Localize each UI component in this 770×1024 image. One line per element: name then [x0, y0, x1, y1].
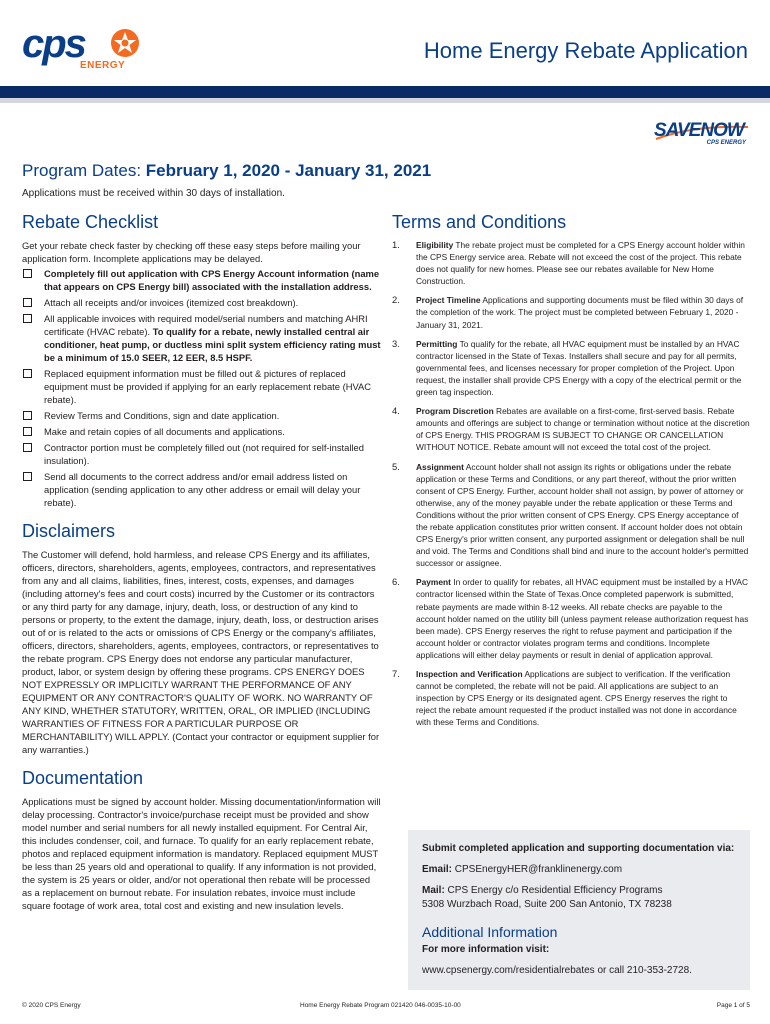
terms-item: 1. Eligibility The rebate project must be completed for a CPS Energy account holder within the CPS Energy service area. Rebate will not exceed the cost of the project. This rebate does not qualify for new homes. Please see our rebates available for New Home Construction.: [392, 239, 745, 287]
checklist-item: Attach all receipts and/or invoices (itemized cost breakdown).: [22, 296, 382, 309]
checkbox[interactable]: [23, 472, 32, 481]
checkbox[interactable]: [23, 443, 32, 452]
submit-info-box: [408, 830, 750, 990]
checklist-item: Contractor portion must be completely filled out (not required for self-installed insulation).: [22, 441, 382, 467]
checklist-item: Make and retain copies of all documents and applications.: [22, 425, 382, 438]
savenow-now: NOW: [700, 120, 744, 141]
right-column: [392, 212, 750, 735]
program-dates-label: Program Dates:: [22, 161, 142, 180]
terms-item: 2. Project Timeline Applications and supporting documents must be filed within 30 days of the completion of the work. The project must be completed between February 1, 2020 - January 31, 2021.: [392, 294, 744, 330]
savenow-save: SAVE: [654, 120, 701, 141]
footer-program-code: Home Energy Rebate Program 021420 046-0035-10-00: [300, 1002, 461, 1009]
disclaimers-section: [22, 521, 382, 756]
additional-info-title: Additional Information: [422, 924, 558, 940]
documentation-text: Applications must be signed by account holder. Missing documentation/information will delay processing. Contractor's invoice/purchase receipt must be provided and show model number and serial numbers for all newly installed equipment. For Central Air, this includes condenser, coil, and furnace. To qualify for an early replacement rebate, photos and replaced equipment information is mandatory. Replaced equipment MUST be less than 25 years old and operational to qualify. If any information is not provided, the system is 25 years or older, and/or not operational then rebate will be processed as a replacement on burnout rebate. For insulation rebates, invoice must include square footage of work area, total cost and existing and new insulation levels.: [22, 796, 381, 911]
disclaimers-text: The Customer will defend, hold harmless, and release CPS Energy and its affiliates, officers, directors, shareholders, agents, employees, contractors, and representatives from any and all claims, liabilities, fines, interest, costs, expenses, and damages (including attorney's fees and court costs) incurred by the Customer or its contractors or any third party for any damage, injury, death, loss, or destruction of any kind to persons or property, to the extent the damage, injury, death, loss, or destruction arises out of or is related to the acts or omissions of CPS Energy or the company's affiliates, officers, directors, shareholders, agents, employees, contractors, or representatives to the rebate program. CPS Energy does not endorse any particular manufacturer, product, labor, or system design by offering these programs. CPS ENERGY DOES NOT EXPRESSLY OR IMPLICITLY WARRANT THE PERFORMANCE OF ANY EQUIPMENT OR ANY CONTRACTOR'S QUALITY OF WORK. NO WARRANTY OF ANY KIND, WHETHER STATUTORY, WRITTEN, ORAL, OR IMPLIED (INCLUDING WARRANTIES OF FITNESS FOR A PARTICULAR PURPOSE OR MERCHANTABILITY) WILL APPLY. (Contact your contractor or equipment supplier for any warranties.): [22, 549, 380, 755]
visit-label: For more information visit:: [422, 944, 550, 955]
checklist-title: Rebate Checklist: [22, 212, 159, 232]
logo-cps-text: cps: [22, 22, 85, 66]
header-band-light: [0, 98, 770, 103]
checkbox[interactable]: [23, 411, 32, 420]
terms-item: 4. Program Discretion Rebates are available on a first-come, first-served basis. Rebate amounts and offerings are subject to change or termination without notice at the discretion of CPS Energy. THIS PROGRAM IS SUBJECT TO CHANGE OR CANCELLATION WITHOUT NOTICE. Rebate amount will not exceed the total cost of the project.: [392, 405, 750, 453]
logo-energy-text: ENERGY: [80, 60, 126, 71]
disclaimers-title: Disclaimers: [22, 521, 116, 541]
checkbox[interactable]: [23, 427, 32, 436]
savenow-logo: [654, 120, 750, 148]
terms-list: [392, 239, 750, 728]
document-title: Home Energy Rebate Application: [423, 38, 748, 63]
terms-item: 7. Inspection and Verification Applications are subject to verification. If the verification cannot be completed, the rebate will not be paid. All applications are subject to an inspection by CPS Energy or its designated agent. CPS Energy reserves the right to reject the rebate amount requested if the product installed was not done in accordance with these Terms and Conditions.: [392, 668, 737, 728]
program-dates-value: February 1, 2020 - January 31, 2021: [145, 161, 432, 180]
checkbox[interactable]: [23, 298, 32, 307]
submit-mail: Mail: CPS Energy c/o Residential Efficiency Programs 5308 Wurzbach Road, Suite 200 San Antonio, TX 78238: [422, 885, 672, 910]
header-band: [0, 86, 770, 98]
footer-page-number: Page 1 of 5: [716, 1002, 750, 1009]
checklist-item: Send all documents to the correct address and/or email address listed on application (sending application to any other address or email will delay your rebate).: [22, 470, 382, 509]
website-link[interactable]: www.cpsenergy.com/residentialrebates or call 210-353-2728.: [422, 965, 692, 976]
checklist-item: All applicable invoices with required model/serial numbers and matching AHRI certificate (HVAC rebate). To qualify for a rebate, newly installed central air conditioner, heat pump, or ductless mini split system efficiency rating must be a minimum of 15.0 SEER, 12 EER, 8.5 HSPF.: [22, 312, 382, 364]
star-icon: [110, 28, 140, 58]
checkbox[interactable]: [23, 269, 32, 278]
submit-lead: Submit completed application and supporting documentation via:: [422, 843, 735, 854]
documentation-section: [22, 768, 382, 912]
terms-item: 5. Assignment Account holder shall not assign its rights or obligations under the rebate application or these Terms and Conditions, or any part thereof, without the prior written consent of CPS Energy. Further, account holder shall not assign, by power of attorney or otherwise, any of the money payable under the rebate application or these Terms and Conditions without the prior written consent of CPS Energy. CPS Energy acceptance of the rebate application constitutes prior written consent. If account holder does not obtain CPS Energy's prior written consent, any purported assignment or delegation shall be null and void. The Terms and Conditions shall bind and inure to the account holder's permitted successor or assignee.: [392, 460, 749, 569]
savenow-sub: CPS ENERGY: [706, 140, 746, 146]
footer-copyright: © 2020 CPS Energy: [22, 1002, 81, 1009]
checklist-item: Replaced equipment information must be filled out & pictures of replaced equipment must be provided if applying for an early replacement rebate (HVAC rebate).: [22, 367, 382, 406]
cps-energy-logo: [22, 22, 142, 76]
documentation-title: Documentation: [22, 768, 144, 788]
checkbox[interactable]: [23, 369, 32, 378]
submit-email: Email: CPSEnergyHER@franklinenergy.com: [422, 864, 623, 875]
email-link[interactable]: CPSEnergyHER@franklinenergy.com: [452, 864, 623, 875]
terms-item: 6. Payment In order to qualify for rebates, all HVAC equipment must be installed by a HVAC contractor licensed within the State of Texas.Once completed paperwork is submitted, rebate payments are made within 8-12 weeks. All rebate checks are payable to the account holder named on the utility bill (unless payment release authorization request has been made). CPS Energy reserves the right to refuse payment and participation if the account holder or contractor violates program terms and conditions. Incomplete applications will either delay payments or result in denial of application approval.: [392, 576, 749, 660]
checklist-item: Completely fill out application with CPS Energy Account information (name that appears on CPS Energy bill) associated with the installation address.: [22, 267, 382, 293]
page-header: [0, 0, 770, 98]
terms-title: Terms and Conditions: [392, 212, 567, 232]
program-dates: [22, 161, 431, 181]
checklist: [22, 267, 382, 509]
checklist-intro: Get your rebate check faster by checking off these easy steps before mailing your application form. Incomplete applications may be delayed.: [22, 240, 361, 264]
checkbox[interactable]: [23, 314, 32, 323]
left-column: [22, 212, 382, 912]
received-note: Applications must be received within 30 days of installation.: [22, 188, 285, 199]
checklist-item: Review Terms and Conditions, sign and date application.: [22, 409, 382, 422]
terms-item: 3. Permitting To qualify for the rebate, all HVAC equipment must be installed by an HVAC contractor licensed in the State of Texas. Installers shall secure and pay for all permits, governmental fees, and licenses necessary for proper completion of the Project. Upon request, the installer shall provide CPS Energy with a copy of the electrical permit or the green tag inspection.: [392, 337, 742, 398]
